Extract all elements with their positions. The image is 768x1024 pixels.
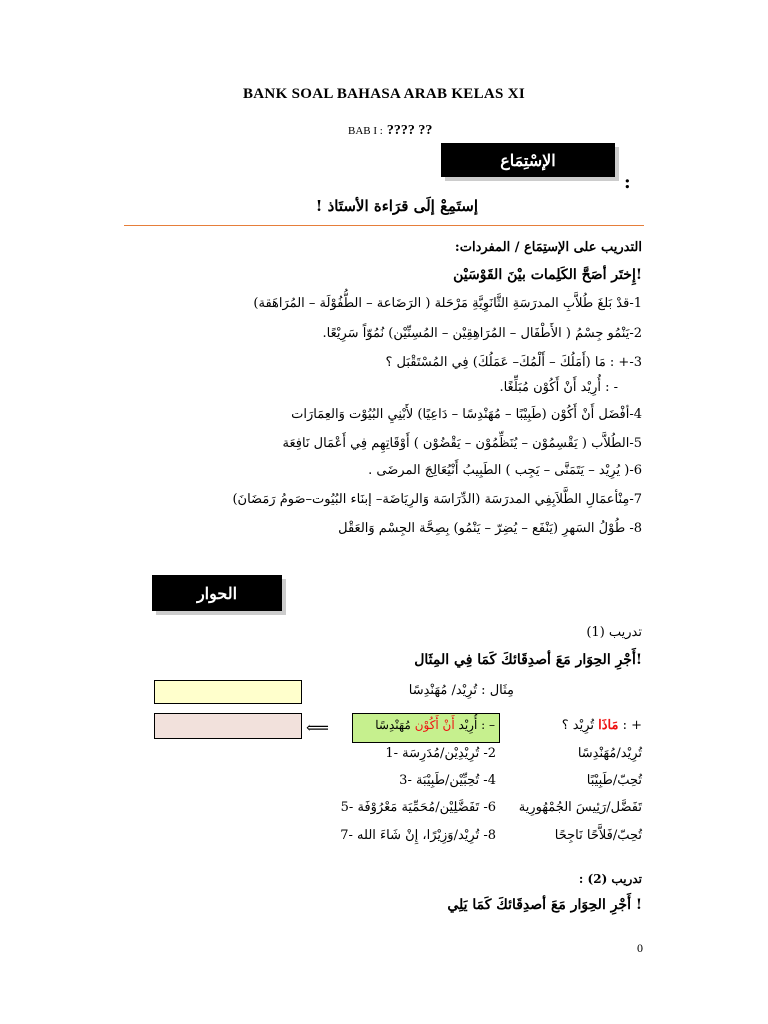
tadrib-2-instruction: ! أَجْرِ الحِوَار مَعَ أصدِقَائكَ كَمَا يَلِي: [447, 897, 642, 913]
question-4: 4-أفْضَل أَنْ أَكُوْن (طَبِيْبًا – مُهَنْدِسًا – دَاعِيًا) لأَبْنِيِ البُيُوْت وَالعِمَارَات: [291, 407, 642, 422]
question-1: 1-قدْ بَلغَ طُلاَّبِ المدرَسَةِ الثَّانَوِيَّةِ مَرْحَلة ( الرَضَاعة – الطُّفُوْلَة – المُرَاهَقة): [253, 296, 642, 311]
exercise-instruction: !إِختَر أصَحَّ الكَلِمات بيْنَ القَوْسَيْن: [453, 267, 642, 283]
pair-3-right: تَفَضَّل/رَئِيسَ الجُمْهُورِية: [518, 800, 642, 815]
page-number: 0: [637, 941, 643, 955]
example-label: مِثَال : تُرِيْد/ مُهَنْدِسًا: [408, 683, 514, 698]
pair-2-right: تُحِبّ/طَبِيْبًا: [586, 773, 642, 788]
exercise-header: التدريب على الإستِمَاع / المفردات:: [454, 240, 642, 255]
section-heading-dialogue: الحوار: [152, 575, 282, 611]
question-6: 6-( يُرِيْد – يَتَمَنَّى – يَجِب ) الطَبِيبُ أَنْيُعَالِجَ المرضَى .: [368, 463, 642, 478]
divider-line: [124, 225, 644, 226]
pair-1-right: تُرِيْد/مُهَنْدِسًا: [577, 746, 642, 761]
example-answer-box: – : أُرِيْد أَنْ أَكُوْن مُهَنْدِسًا: [352, 713, 500, 743]
tadrib-1-label: تدريب (1): [586, 625, 642, 640]
pair-4-right: تُحِبّ/فَلاَّحًا نَاجِحًا: [554, 828, 642, 843]
question-2: 2-يَنْمُو جِسْمُ ( الأَطْفَال – المُرَاهِقِيْن – المُسِنِّيْن) نُمُوّاً سَرِيْعًا.: [322, 326, 642, 341]
chapter-label: BAB I : ???? ??: [348, 123, 433, 138]
question-highlight: مَاذَا: [598, 718, 619, 733]
pair-2-left: 4- تُحِبِّيْن/طَبِيْبَة -3: [399, 773, 496, 788]
document-title: BANK SOAL BAHASA ARAB KELAS XI: [243, 86, 525, 102]
question-3-answer: - : أُرِيْد أَنْ أَكُوْن مُبَلِّغًا.: [499, 380, 618, 395]
question-3: 3-+ : مَا (أَمَلُكَ – أَلْمُكَ– عَمَلُكَ) فِي المُسْتَقْبَل ؟: [385, 355, 642, 370]
answer-box-yellow[interactable]: [154, 680, 302, 704]
question-7: 7-مِنْأعمَالِ الطَّلاَبِفِي المدرَسَة (الدِّرَاسَة وَالرِيَاضَة– إبنَاء البُيُوت–صَومُ رَمَضَانَ): [232, 492, 642, 507]
question-5: 5-الطُلاَّب ( يَقْسِمُوْن – يُنَظِّمُوْن – يَقْضُوْن ) أَوْقَاتِهِم فِي أَعْمَال نَافِعَة: [282, 436, 642, 451]
pair-4-left: 8- تُرِيْد/وَزِيْرًا، إِنْ شَاءَ الله -7: [340, 828, 496, 843]
tadrib-2-label: تدريب (2) :: [578, 872, 642, 886]
pair-3-left: 6- تَفَضَّلِيْن/مُحَمِّيَة مَعْرُوْفَة -5: [340, 800, 496, 815]
section-heading-listening: الإسْتِمَاع: [441, 143, 615, 177]
pair-1-left: 2- تُرِيْدِيْن/مُدَرِسَة -1: [385, 746, 496, 761]
colon-mark: :: [624, 172, 631, 193]
arrow-left-icon: ⟸: [306, 718, 329, 737]
answer-box-pink[interactable]: [154, 713, 302, 739]
example-question: + : مَاذَا تُرِيْد ؟: [561, 718, 642, 733]
listen-instruction: إستَمِعْ إلَى قرَاءة الأستَاذ !: [315, 197, 478, 215]
question-8: 8- طُوْلُ السَهرِ (يَنْفَع – يُضِرّ – يَنْمُو) بِصِحَّة الجِسْم وَالعَقْل: [338, 521, 642, 536]
chapter-value: ???? ??: [386, 123, 433, 138]
tadrib-1-instruction: !أَجْرِ الحِوَار مَعَ أصدِقَائكَ كَمَا فِي المِثَال: [414, 652, 642, 668]
answer-highlight: أَنْ أَكُوْن: [414, 718, 455, 732]
